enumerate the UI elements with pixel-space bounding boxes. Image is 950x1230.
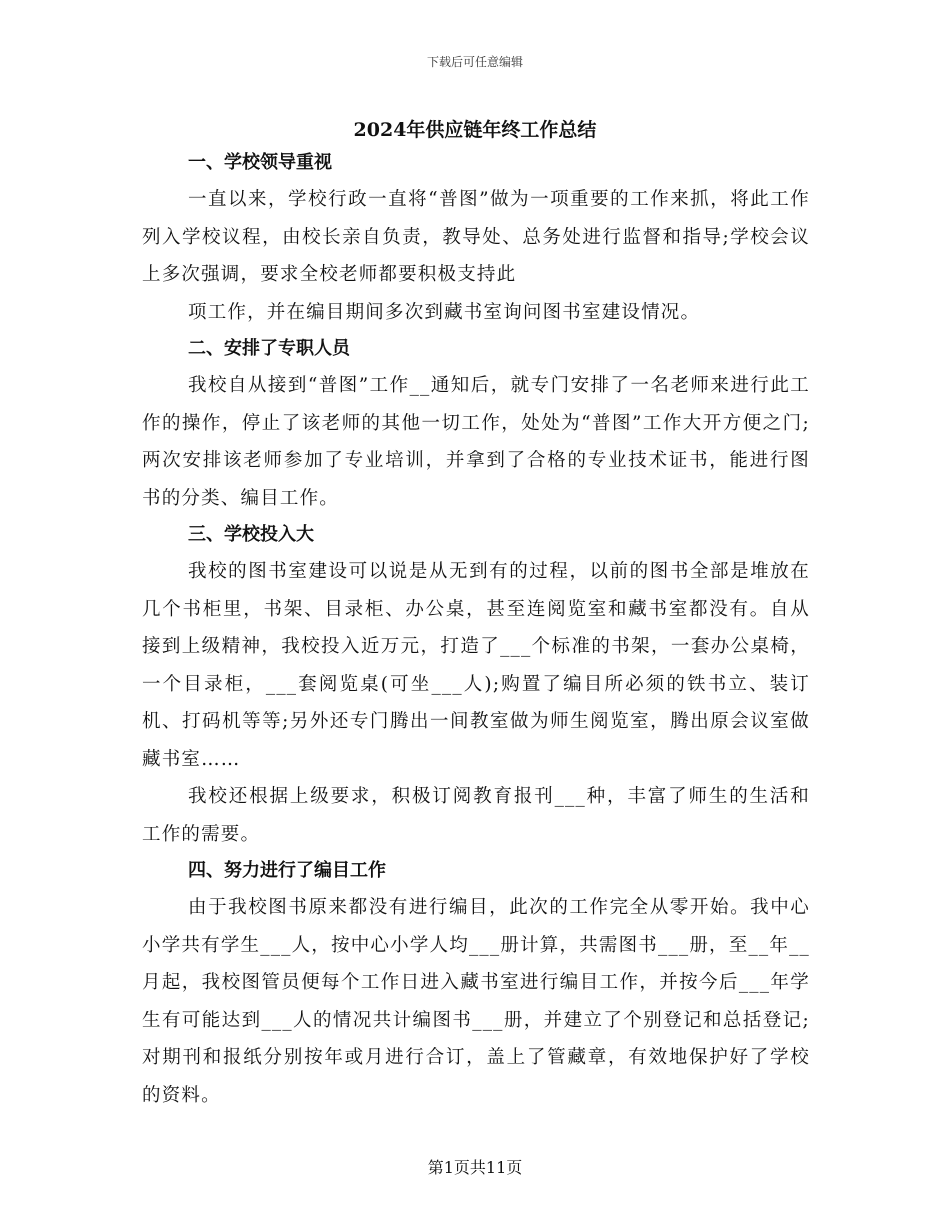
section-heading: 四、努力进行了编目工作 [188, 860, 386, 881]
page-header-note: 下载后可任意编辑 [426, 55, 523, 69]
paragraph: 项工作，并在编目期间多次到藏书室询问图书室建设情况。 [188, 301, 701, 323]
section-heading: 三、学校投入大 [188, 524, 314, 545]
section-heading: 一、学校领导重视 [188, 152, 332, 173]
paragraph: 我校还根据上级要求，积极订阅教育报刊___种，丰富了师生的生活和工作的需要。 [142, 786, 810, 845]
document-title: 2024年供应链年终工作总结 [353, 119, 597, 141]
paragraph: 我校自从接到“普图”工作__通知后，就专门安排了一名老师来进行此工作的操作，停止了该老师的其他一切工作，处处为“普图”工作大开方便之门;两次安排该老师参加了专业培训，并拿到了合格的专业技术证书，能进行图书的分类、编目工作。 [142, 375, 810, 509]
paragraph: 一直以来，学校行政一直将“普图”做为一项重要的工作来抓，将此工作列入学校议程，由校长亲自负责，教导处、总务处进行监督和指导;学校会议上多次强调，要求全校老师都要积极支持此 [142, 189, 810, 285]
document-body [142, 145, 810, 1114]
section-heading: 二、安排了专职人员 [188, 338, 350, 359]
paragraph: 由于我校图书原来都没有进行编目，此次的工作完全从零开始。我中心小学共有学生___人，按中心小学人均___册计算，共需图书___册，至__年__月起，我校图管员便每个工作日进入藏书室进行编目工作，并按今后___年学生有可能达到___人的情况共计编图书___册，并建立了个别登记和总括登记;对期刊和报纸分别按年或月进行合订，盖上了管藏章，有效地保护好了学校的资料。 [142, 897, 810, 1106]
paragraph: 我校的图书室建设可以说是从无到有的过程，以前的图书全部是堆放在几个书柜里，书架、目录柜、办公桌，甚至连阅览室和藏书室都没有。自从接到上级精神，我校投入近万元，打造了___个标准的书架，一套办公桌椅，一个目录柜，___套阅览桌(可坐___人);购置了编目所必须的铁书立、装订机、打码机等等;另外还专门腾出一间教室做为师生阅览室，腾出原会议室做藏书室…… [142, 561, 810, 770]
page-number: 第1页共11页 [427, 1158, 523, 1177]
